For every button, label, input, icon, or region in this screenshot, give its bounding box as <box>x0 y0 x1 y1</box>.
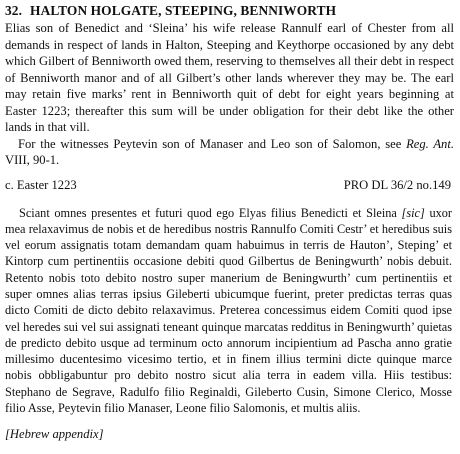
dateline <box>5 177 451 193</box>
archive-reference: PRO DL 36/2 no.149 <box>343 177 451 192</box>
entry-heading <box>5 2 454 19</box>
summary-paragraph: Elias son of Benedict and ‘Sleina’ his wife release Rannulf earl of Chester from all demands in respect of lands in Halton, Steeping and Keythorpe occasioned by any debt which Gilbert of Benniworth owed them, reserving to themselves all their debt in respect of Benniworth manor and of all Gilbert’s other lands wherever they may be. The earl may retain five marks’ rent in Benniworth quit of debt for eight years beginning at Easter 1223; thereafter this sum will be under obligation for their debt like the other lands in that vill. <box>5 21 454 134</box>
english-summary <box>5 20 454 169</box>
witness-note <box>5 136 454 169</box>
latin-charter-text <box>5 205 454 417</box>
latin-text-part1: Sciant omnes presentes et futuri quod ego Elyas filius Benedicti et Sleina <box>19 205 402 220</box>
witness-note-text: For the witnesses Peytevin son of Manaser and Leo son of Salomon, see <box>18 136 407 151</box>
entry-number: 32. <box>5 3 23 18</box>
latin-text-part2: uxor mea relaxavimus de nobis et de heredibus nostris Rannulfo Comiti Cestr’ et heredibus suis vel eorum assignatis totam demandam quam habuimus in terris de Hauton’, Steping’ et Kintorp cum pertinentiis occasione debiti quod Gilbertus de Beningwurth’ nobis debuit. Retento nobis toto debito nostro super manerium de Beningwurth’ cum pertinentiis et super omnes alias terras ipsius Gileberti ubicumque fuerint, preter predictas terras quas dicto Comiti de dicto debito relaxavimus. Preterea concessimus eidem Comiti quod ipse vel heredes sui vel sui assignati teneant quinque marcatas redditus in Beningwurth’ quietas de predicto debito usque ad terminum octo annorum incipientium ad Pascha anno gratie millesimo ducentesimo vicesimo tertio, et in finem illius termini dicte quinque marce nobis obbligabuntur pro debito nostro sicut alia terra in eadem villa. Hiis testibus: Stephano de Segrave, Radulfo filio Reginaldi, Gileberto Cusin, Simone Clerico, Mosse filio Asse, Peytevin filio Manaser, Leone filio Salomonis, et multis aliis. <box>5 205 452 416</box>
entry-title: HALTON HOLGATE, STEEPING, BENNIWORTH <box>30 3 337 18</box>
appendix-note <box>5 426 454 442</box>
sic-annotation: [sic] <box>401 205 425 220</box>
document-date: c. Easter 1223 <box>5 177 77 192</box>
witness-reference-location: VIII, 90-1. <box>5 153 60 167</box>
appendix-label: [Hebrew appendix] <box>5 427 104 442</box>
witness-reference-title: Reg. Ant. <box>406 136 454 151</box>
